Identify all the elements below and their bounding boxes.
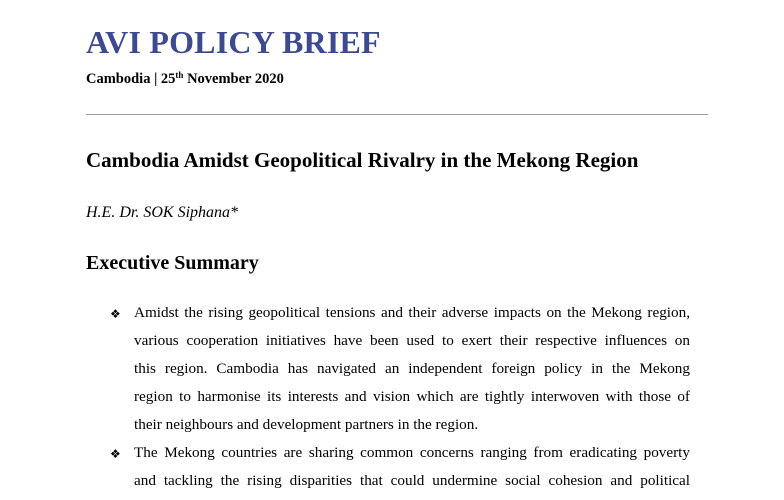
- text-line: region to harmonise its interests and vision which are tightly interwoven with those of: [134, 388, 690, 405]
- section-heading: Executive Summary: [86, 252, 259, 274]
- bullet-text: [134, 439, 690, 495]
- text-line: various cooperation initiatives have been used to exert their respective influences on: [134, 332, 690, 349]
- text-line: The Mekong countries are sharing common concerns ranging from eradicating poverty: [134, 444, 690, 461]
- four-diamond-bullet-icon: ❖: [110, 307, 121, 321]
- four-diamond-bullet-icon: ❖: [110, 447, 121, 461]
- author-byline: H.E. Dr. SOK Siphana*: [86, 204, 239, 221]
- text-line: their neighbours and development partners in the region.: [134, 416, 479, 433]
- document-title: Cambodia Amidst Geopolitical Rivalry in the Mekong Region: [86, 148, 639, 172]
- brief-title: AVI POLICY BRIEF: [86, 24, 381, 60]
- date-day: 25: [160, 71, 176, 87]
- header-divider: [86, 114, 708, 115]
- date-suffix: th: [175, 70, 184, 80]
- dateline-separator: |: [154, 71, 158, 87]
- text-line: and tackling the rising disparities that could undermine social cohesion and political: [134, 472, 690, 489]
- text-line: Amidst the rising geopolitical tensions and their adverse impacts on the Mekong region,: [134, 304, 690, 321]
- location: Cambodia: [86, 71, 151, 87]
- bullet-text: [134, 299, 690, 439]
- dateline: [86, 70, 284, 88]
- date-month-year: November 2020: [187, 71, 284, 87]
- text-line: this region. Cambodia has navigated an independent foreign policy in the Mekong: [134, 360, 690, 377]
